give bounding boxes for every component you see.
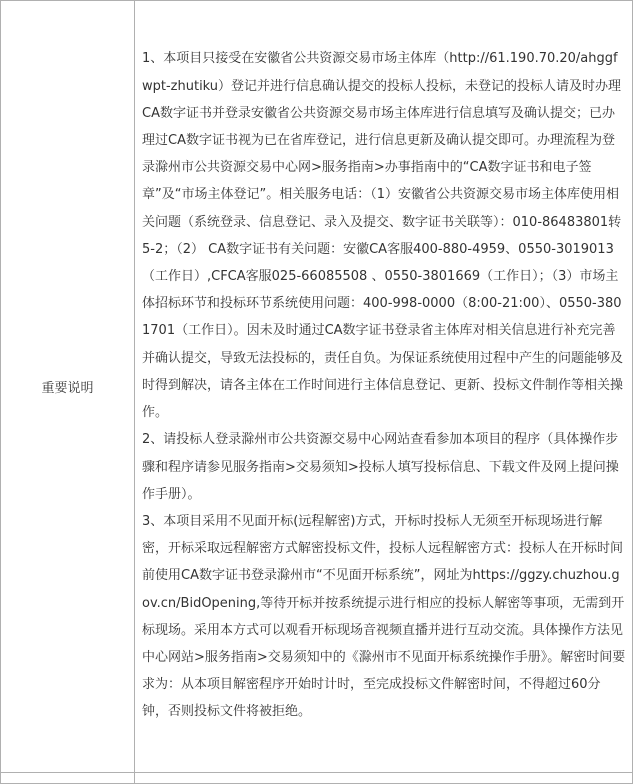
paragraph-2: 2、请投标人登录滁州市公共资源交易中心网站查看参加本项目的程序（具体操作步骤和程序请参见服务指南>交易须知>投标人填写投标信息、下载文件及网上提问操作手册）。 xyxy=(142,432,619,502)
next-content-cell xyxy=(135,773,633,784)
row-label: 重要说明 xyxy=(41,381,94,396)
paragraph-3: 3、本项目采用不见面开标(远程解密)方式，开标时投标人无须至开标现场进行解密，开标采取远程解密方式解密投标文件，投标人远程解密方式：投标人在开标时间前使用CA数字证书登录滁州市“不见面开标系统”，网址为https://ggzy.chuzhou.gov.cn/BidOpening,等待开标并按系统提示进行相应的投标人解密等事项，无需到开标现场。采用本方式可以观看开标现场音视频直播并进行互动交流。具体操作方法见中心网站>服务指南>交易须知中的《滁州市不见面开标系统操作手册》。解密时间要求为：从本项目解密程序开始时计时，至完成投标文件解密时间，不得超过60分钟，否则投标文件将被拒绝。 xyxy=(142,513,626,720)
row-content-cell xyxy=(135,1,633,773)
table-row-next xyxy=(1,773,633,784)
table-row xyxy=(1,1,633,773)
row-label-cell xyxy=(1,1,135,773)
paragraph-1: 1、本项目只接受在安徽省公共资源交易市场主体库（http://61.190.70.20/ahggfwpt-zhutiku）登记并进行信息确认提交的投标人投标，未登记的投标人请及时办理CA数字证书并登录安徽省公共资源交易市场主体库进行信息填写及确认提交；已办理过CA数字证书视为已在省库登记，进行信息更新及确认提交即可。办理流程为登录滁州市公共资源交易中心网>服务指南>办事指南中的“CA数字证书和电子签章”及“市场主体登记”。相关服务电话：（1）安徽省公共资源交易市场主体库使用相关问题（系统登录、信息登记、录入及提交、数字证书关联等）：010-86483801转5-2；（2） CA数字证书有关问题：安徽CA客服400-880-4959、0550-3019013（工作日）,CFCA客服025-66085508 、0550-3801669（工作日）；（3）市场主体招标环节和投标环节系统使用问题：400-998-0000（8:00-21:00）、0550-3801701（工作日）。因未及时通过CA数字证书登录省主体库对相关信息进行补充完善并确认提交，导致无法投标的，责任自负。为保证系统使用过程中产生的问题能够及时得到解决，请各主体在工作时间进行主体信息登记、更新、投标文件制作等相关操作。 xyxy=(142,51,624,421)
next-label-cell xyxy=(1,773,135,784)
